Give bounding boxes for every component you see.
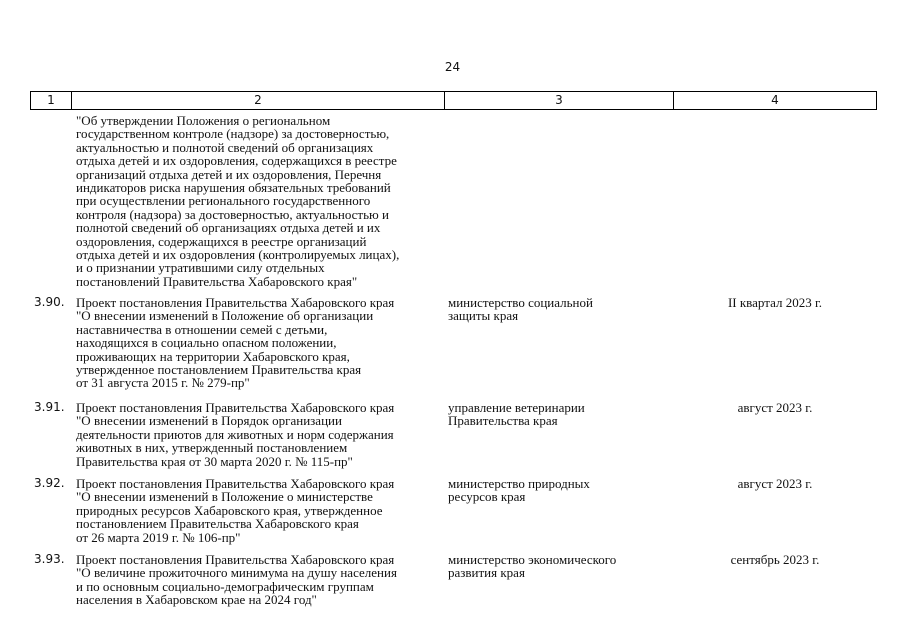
row-deadline: сентябрь 2023 г. (730, 552, 820, 567)
row-deadline: II квартал 2023 г. (727, 295, 823, 310)
row-description: Проект постановления Правительства Хабаровского края "О внесении изменений в Порядок организации деятельности приютов для животных и норм содержания животных в них, утвержденный постановлением Правительства края от 30 марта 2020 г. № 115-пр" (76, 400, 395, 469)
row-description: Проект постановления Правительства Хабаровского края "О внесении изменений в Положение об организации наставничества в отношении семей с детьми, находящихся в социально опасном положении, проживающих на территории Хабаровского края, утвержденное постановлением Правительства края от 31 августа 2015 г. № 279-пр" (76, 295, 395, 391)
header-col-4: 4 (673, 92, 876, 109)
row-number: 3.91. (34, 400, 65, 414)
row-number: 3.93. (34, 552, 65, 566)
row-deadline: август 2023 г. (737, 400, 813, 415)
row-number: 3.92. (34, 476, 65, 490)
header-col-1: 1 (47, 93, 55, 107)
header-col-2: 2 (71, 92, 444, 109)
row-description: Проект постановления Правительства Хабаровского края "О внесении изменений в Положение о министерстве природных ресурсов Хабаровского края, утвержденное постановлением Правительства Хабаровского края от 26 марта 2019 г. № 106-пр" (76, 476, 395, 545)
row-deadline: август 2023 г. (737, 476, 813, 491)
row-responsible: министерство природных ресурсов края (448, 476, 590, 505)
header-col-3: 3 (444, 92, 673, 109)
row-responsible: министерство социальной защиты края (448, 295, 593, 324)
row-responsible: управление ветеринарии Правительства края (448, 400, 585, 429)
row-responsible: министерство экономического развития края (448, 552, 617, 581)
page-number: 24 (444, 60, 461, 74)
continuation-text: "Об утверждении Положения о региональном государственном контроле (надзоре) за достоверностью, актуальностью и полнотой сведений об организациях отдыха детей и их оздоровления, содержащихся в реестре организаций отдыха детей и их оздоровления, Перечня индикаторов риска нарушения обязательных требований при осуществлении регионального государственного контроля (надзора) за достоверностью, актуальностью и полнотой сведений об организациях отдыха детей и их оздоровления, содержащихся в реестре организаций отдыха детей и их оздоровления (контролируемых лицах), и о признании утратившими силу отдельных постановлений Правительства Хабаровского края" (76, 113, 400, 289)
row-number: 3.90. (34, 295, 65, 309)
table-header (30, 91, 877, 110)
row-description: Проект постановления Правительства Хабаровского края "О величине прожиточного минимума на душу населения и по основным социально-демографическим группам населения в Хабаровском крае на 2024 год" (76, 552, 397, 608)
